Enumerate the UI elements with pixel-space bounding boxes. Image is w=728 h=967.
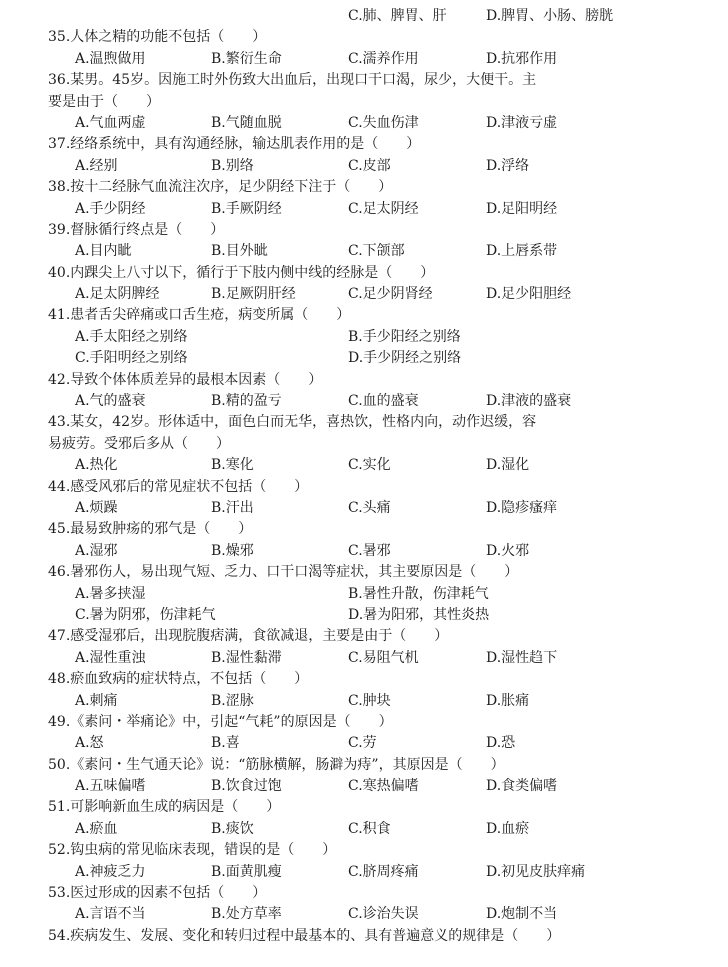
- answer-option: C.皮部: [348, 157, 391, 174]
- question-line: [48, 134, 728, 155]
- options-line: [48, 691, 728, 712]
- answer-option: C.头痛: [348, 499, 391, 516]
- answer-option: B.寒化: [211, 457, 254, 474]
- question-text: 54.疾病发生、发展、变化和转归过程中最基本的、具有普遍意义的规律是（ ）: [48, 927, 561, 944]
- question-line: [48, 177, 728, 198]
- question-line: [48, 755, 728, 776]
- answer-option: D.胀痛: [486, 692, 530, 709]
- question-text: 易疲劳。受邪后多从（ ）: [48, 435, 230, 452]
- options-line: [48, 6, 728, 27]
- answer-option: A.烦躁: [75, 499, 118, 516]
- answer-option: D.火邪: [486, 542, 530, 559]
- question-text: 50.《素问・生气通天论》说：“筋脉横解，肠澼为痔”，其原因是（ ）: [48, 756, 505, 773]
- answer-option: A.手少阴经: [75, 200, 146, 217]
- question-text: 35.人体之精的功能不包括（ ）: [48, 29, 267, 46]
- answer-option: B.足厥阴肝经: [211, 286, 296, 303]
- options-line: [48, 862, 728, 883]
- answer-option: D.手少阴经之别络: [348, 350, 462, 367]
- options-line: [48, 498, 728, 519]
- question-line: [48, 926, 728, 947]
- answer-option: B.处方草率: [211, 906, 282, 923]
- answer-option: D.浮络: [486, 157, 530, 174]
- question-line: [48, 562, 728, 583]
- answer-option: A.湿性重浊: [75, 649, 146, 666]
- answer-option: D.炮制不当: [486, 906, 558, 923]
- answer-option: A.经别: [75, 157, 118, 174]
- answer-option: B.暑性升散，伤津耗气: [348, 585, 489, 602]
- answer-option: C.失血伤津: [348, 114, 419, 131]
- answer-option: D.津液亏虚: [486, 114, 558, 131]
- answer-option: C.诊治失误: [348, 906, 419, 923]
- question-text: 37.经络系统中，具有沟通经脉，输达肌表作用的是（ ）: [48, 136, 421, 153]
- question-line: [48, 305, 728, 326]
- options-line: [48, 605, 728, 626]
- answer-option: B.痰饮: [211, 820, 254, 837]
- answer-option: B.别络: [211, 157, 254, 174]
- question-text: 39.督脉循行终点是（ ）: [48, 221, 225, 238]
- options-line: [48, 391, 728, 412]
- answer-option: C.积食: [348, 820, 391, 837]
- question-line: [48, 712, 728, 733]
- options-line: [48, 327, 728, 348]
- answer-option: D.上唇系带: [486, 243, 558, 260]
- question-line: [48, 70, 728, 91]
- answer-option: D.湿性趋下: [486, 649, 558, 666]
- answer-option: D.抗邪作用: [486, 50, 558, 67]
- options-line: [48, 904, 728, 925]
- question-line: [48, 883, 728, 904]
- question-text: 36.某男。45岁。因施工时外伤致大出血后，出现口干口渴，尿少，大便干。主: [48, 72, 537, 89]
- answer-option: D.初见皮肤痒痛: [486, 863, 586, 880]
- question-line: [48, 412, 728, 433]
- answer-option: B.饮食过饱: [211, 778, 282, 795]
- answer-option: C.实化: [348, 457, 391, 474]
- answer-option: D.血瘀: [486, 820, 530, 837]
- answer-option: B.气随血脱: [211, 114, 282, 131]
- answer-option: A.热化: [75, 457, 118, 474]
- question-text: 41.患者舌尖碎痛或口舌生疮，病变所属（ ）: [48, 307, 351, 324]
- question-line: [48, 92, 728, 113]
- answer-option: D.暑为阳邪，其性炎热: [348, 606, 490, 623]
- options-line: [48, 541, 728, 562]
- question-text: 53.医过形成的因素不包括（ ）: [48, 885, 267, 902]
- question-line: [48, 27, 728, 48]
- answer-option: B.手厥阴经: [211, 200, 282, 217]
- answer-option: C.易阻气机: [348, 649, 419, 666]
- answer-option: A.刺痛: [75, 692, 118, 709]
- answer-option: A.暑多挟湿: [75, 585, 146, 602]
- question-text: 43.某女，42岁。形体适中，面色白而无华，喜热饮，性格内向，动作迟缓，容: [48, 414, 537, 431]
- question-text: 48.瘀血致病的症状特点，不包括（ ）: [48, 671, 309, 688]
- answer-option: D.津液的盛衰: [486, 393, 572, 410]
- answer-option: B.喜: [211, 735, 240, 752]
- answer-option: C.暑邪: [348, 542, 391, 559]
- answer-option: B.汗出: [211, 499, 254, 516]
- options-line: [48, 113, 728, 134]
- answer-option: C.寒热偏嗜: [348, 778, 419, 795]
- options-line: [48, 733, 728, 754]
- answer-option: A.怒: [75, 735, 104, 752]
- question-line: [48, 797, 728, 818]
- answer-option: C.暑为阴邪，伤津耗气: [75, 606, 216, 623]
- answer-option: A.气血两虚: [75, 114, 146, 131]
- options-line: [48, 819, 728, 840]
- answer-option: A.气的盛衰: [75, 393, 146, 410]
- answer-option: D.脾胃、小肠、膀胱: [486, 8, 614, 24]
- answer-option: A.瘀血: [75, 820, 118, 837]
- answer-option: B.精的盈亏: [211, 393, 282, 410]
- question-line: [48, 626, 728, 647]
- answer-option: C.濡养作用: [348, 50, 419, 67]
- options-line: [48, 156, 728, 177]
- answer-option: B.繁衍生命: [211, 50, 282, 67]
- question-text: 46.暑邪伤人，易出现气短、乏力、口干口渴等症状，其主要原因是（ ）: [48, 564, 519, 581]
- question-text: 52.钩虫病的常见临床表现，错误的是（ ）: [48, 842, 337, 859]
- answer-option: B.燥邪: [211, 542, 254, 559]
- options-line: [48, 348, 728, 369]
- answer-option: A.温煦做用: [75, 50, 146, 67]
- answer-option: C.足少阴肾经: [348, 286, 433, 303]
- answer-option: A.五味偏嗜: [75, 778, 146, 795]
- answer-option: D.恐: [486, 735, 516, 752]
- answer-option: C.脐周疼痛: [348, 863, 419, 880]
- answer-option: A.言语不当: [75, 906, 146, 923]
- answer-option: C.肿块: [348, 692, 391, 709]
- options-line: [48, 584, 728, 605]
- question-line: [48, 220, 728, 241]
- answer-option: C.足太阴经: [348, 200, 419, 217]
- answer-option: B.目外眦: [211, 243, 268, 260]
- options-line: [48, 284, 728, 305]
- question-text: 38.按十二经脉气血流注次序，足少阴经下注于（ ）: [48, 179, 393, 196]
- answer-option: D.足少阳胆经: [486, 286, 572, 303]
- answer-option: A.神疲乏力: [75, 863, 146, 880]
- answer-option: D.食类偏嗜: [486, 778, 558, 795]
- question-line: [48, 840, 728, 861]
- options-line: [48, 49, 728, 70]
- answer-option: D.隐疹瘙痒: [486, 499, 558, 516]
- question-line: [48, 370, 728, 391]
- options-line: [48, 241, 728, 262]
- question-text: 要是由于（ ）: [48, 93, 160, 110]
- answer-option: D.湿化: [486, 457, 530, 474]
- options-line: [48, 648, 728, 669]
- question-line: [48, 519, 728, 540]
- question-line: [48, 669, 728, 690]
- options-line: [48, 455, 728, 476]
- answer-option: A.湿邪: [75, 542, 118, 559]
- answer-option: D.足阳明经: [486, 200, 558, 217]
- answer-option: B.湿性黏滞: [211, 649, 282, 666]
- answer-option: B.涩脉: [211, 692, 254, 709]
- answer-option: B.手少阳经之别络: [348, 328, 461, 345]
- question-line: [48, 477, 728, 498]
- question-text: 49.《素问・举痛论》中，引起“气耗”的原因是（ ）: [48, 713, 393, 730]
- answer-option: A.目内眦: [75, 243, 132, 260]
- answer-option: C.血的盛衰: [348, 393, 419, 410]
- options-line: [48, 199, 728, 220]
- question-line: [48, 434, 728, 455]
- question-line: [48, 263, 728, 284]
- answer-option: C.手阳明经之别络: [75, 350, 188, 367]
- answer-option: A.足太阴脾经: [75, 286, 160, 303]
- answer-option: A.手太阳经之别络: [75, 328, 188, 345]
- answer-option: C.肺、脾胃、肝: [348, 8, 447, 24]
- answer-option: C.下颌部: [348, 243, 405, 260]
- options-line: [48, 776, 728, 797]
- answer-option: B.面黄肌瘦: [211, 863, 282, 880]
- question-text: 40.内踝尖上八寸以下，循行于下肢内侧中线的经脉是（ ）: [48, 264, 435, 281]
- question-text: 44.感受风邪后的常见症状不包括（ ）: [48, 478, 309, 495]
- question-text: 47.感受湿邪后，出现脘腹痞满，食欲减退，主要是由于（ ）: [48, 628, 449, 645]
- answer-option: C.劳: [348, 735, 377, 752]
- question-text: 45.最易致肿疡的邪气是（ ）: [48, 521, 253, 538]
- question-text: 51.可影响新血生成的病因是（ ）: [48, 799, 281, 816]
- question-text: 42.导致个体体质差异的最根本因素（ ）: [48, 371, 323, 388]
